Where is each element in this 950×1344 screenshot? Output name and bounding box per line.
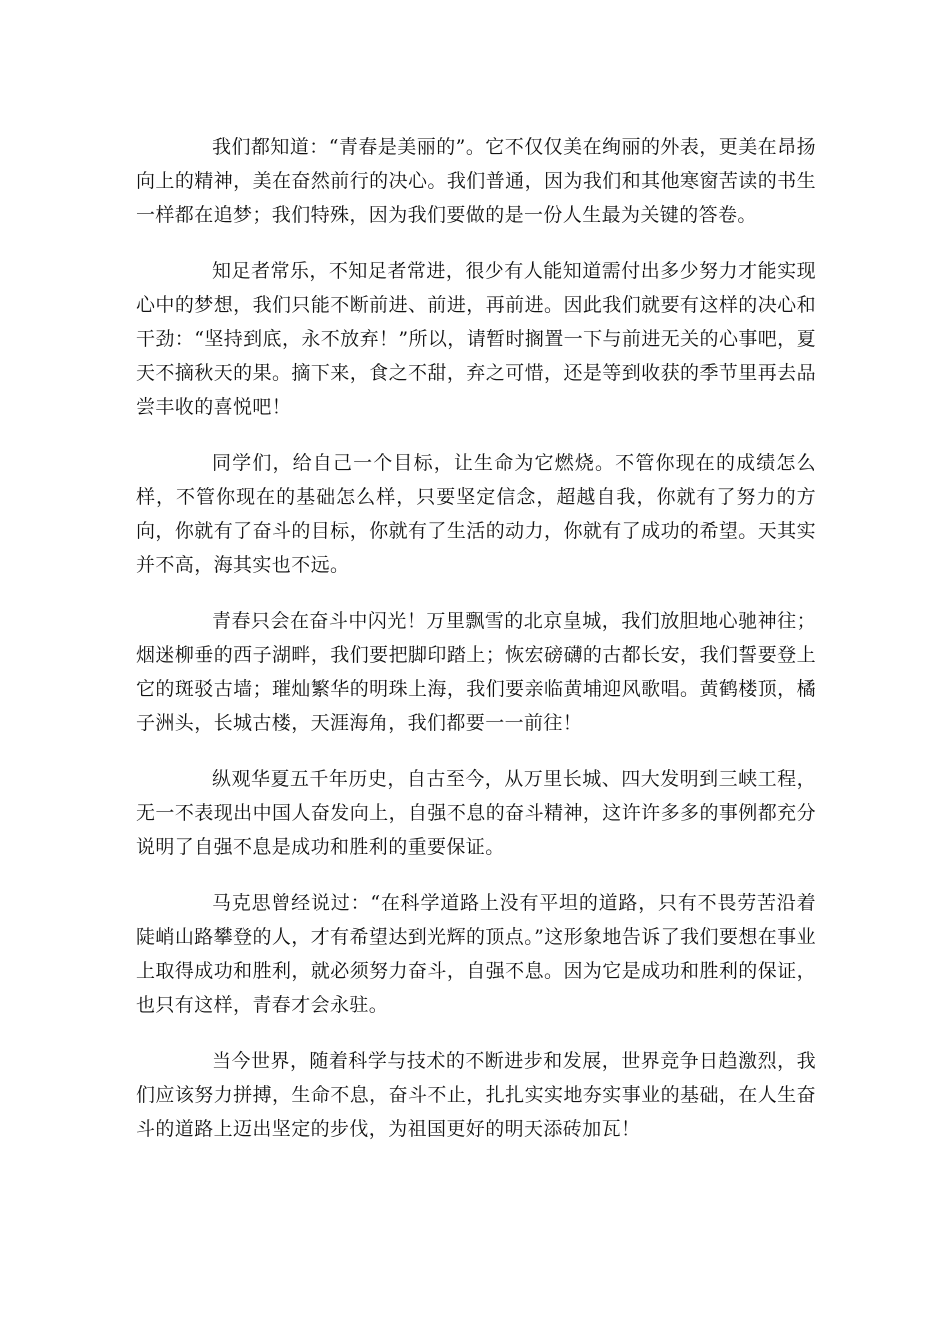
paragraph-2: 知足者常乐，不知足者常进，很少有人能知道需付出多少努力才能实现心中的梦想，我们只能不断前进、前进，再前进。因此我们就要有这样的决心和干劲：“坚持到底，永不放弃！”所以，请暂时搁置一下与前进无关的心事吧，夏天不摘秋天的果。摘下来，食之不甜，弃之可惜，还是等到收获的季节里再去品尝丰收的喜悦吧！	[136, 260, 816, 418]
paragraph-7: 当今世界，随着科学与技术的不断进步和发展，世界竞争日趋激烈，我们应该努力拼搏，生命不息，奋斗不止，扎扎实实地夯实事业的基础，在人生奋斗的道路上迈出坚定的步伐，为祖国更好的明天添砖加瓦！	[136, 1050, 816, 1140]
paragraph-6: 马克思曾经说过：“在科学道路上没有平坦的道路，只有不畏劳苦沿着陡峭山路攀登的人，才有希望达到光辉的顶点。”这形象地告诉了我们要想在事业上取得成功和胜利，就必须努力奋斗，自强不息。因为它是成功和胜利的保证，也只有这样，青春才会永驻。	[136, 892, 816, 1016]
paragraph-1: 我们都知道：“青春是美丽的”。它不仅仅美在绚丽的外表，更美在昂扬向上的精神，美在奋然前行的决心。我们普通，因为我们和其他寒窗苦读的书生一样都在追梦；我们特殊，因为我们要做的是一份人生最为关键的答卷。	[136, 136, 816, 226]
paragraph-5: 纵观华夏五千年历史，自古至今，从万里长城、四大发明到三峡工程，无一不表现出中国人奋发向上，自强不息的奋斗精神，这许许多多的事例都充分说明了自强不息是成功和胜利的重要保证。	[136, 768, 816, 858]
document-body	[136, 130, 816, 1168]
paragraph-3: 同学们，给自己一个目标，让生命为它燃烧。不管你现在的成绩怎么样，不管你现在的基础怎么样，只要坚定信念，超越自我，你就有了努力的方向，你就有了奋斗的目标，你就有了生活的动力，你就有了成功的希望。天其实并不高，海其实也不远。	[136, 452, 816, 576]
paragraph-4: 青春只会在奋斗中闪光！万里飘雪的北京皇城，我们放胆地心驰神往；烟迷柳垂的西子湖畔，我们要把脚印踏上；恢宏磅礴的古都长安，我们誓要登上它的斑驳古墙；璀灿繁华的明珠上海，我们要亲临黄埔迎风歌唱。黄鹤楼顶，橘子洲头，长城古楼，天涯海角，我们都要一一前往！	[136, 610, 816, 734]
